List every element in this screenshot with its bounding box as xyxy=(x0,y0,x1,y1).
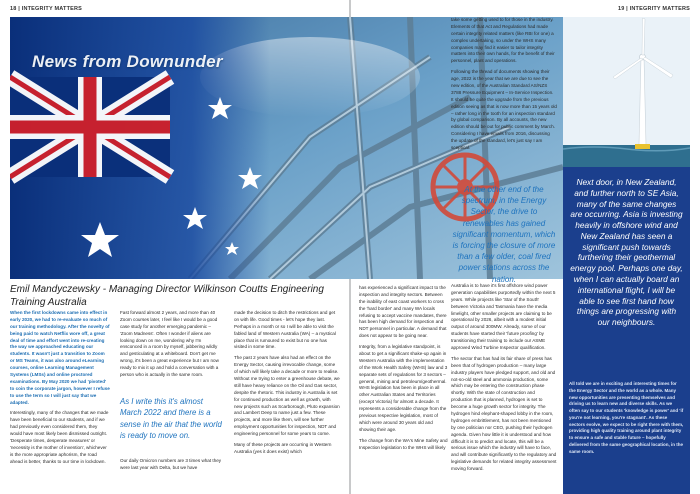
left-column-1 xyxy=(10,310,110,490)
left-column-2-continued xyxy=(120,458,224,490)
body-paragraph: The past 2 years have also had an effect on the Energy Sector, causing irrevocable change, some of which will likely take a decade or more to realise. Without me trying to enter a greenhouse debate, we still have heavy reliance on the Oil and Gas sector, despite the rhetoric. This industry in Australia is set for continued production as well as growth, with new projects such as Scarborough, Pluto expansion and Lambert Deep to name just a few. These projects, and more like them, will see further employment opportunities for inspection, NDT and engineering personnel for some years to come. xyxy=(234,355,340,437)
pull-quote-left: As I write this it's almost March 2022 and there is a sense in the air that the world is ready to move on. xyxy=(120,397,222,440)
left-column-3 xyxy=(234,310,340,490)
right-column-1 xyxy=(359,285,449,490)
left-folio: 18 | INTEGRITY MATTERS xyxy=(10,6,83,12)
body-paragraph: The sector that has had its fair share of press has been that of hydrogen production – many large industry players have pledged support, and old and not-so-old steel and ammonia production, some which may be entering the construction phase shortly. With the state of construction and production that is planned, hydrogen is set to become a huge growth sector for integrity. The hydrogen hind elephant-shaped lobby in the room, hydrogen embrittlement, has not been mentioned by one politician nor CEO, pushing their hydrogen agenda. Given how little it is understood and how difficult it is to predict and locate, this will be a serious issue which the industry will have to face, and will contribute significantly to the regulatory and legislative demands for related integrity assessment moving forward. xyxy=(451,355,557,472)
body-paragraph: Our daily Omicron numbers are 3 times what they were last year with Delta, but we have xyxy=(120,458,222,470)
body-paragraph: Many of these projects are occurring in Western Australia (yes it does exist) which xyxy=(234,442,332,454)
right-column-2-bottom xyxy=(451,283,557,490)
body-paragraph: Following the thread of documents showing their age, 2022 is the year that we are due to see the new edition, of the Australian Standard AS/NZS 3788 Pressure Equipment – In-Service Inspection. It should be quite the upgrade from the previous edition seeing as that is now more than 15 years old – rather long in the tooth for an inspection standard by global comparison. By all accounts, the new edition should be out for public comment by March. Considering I have emails from 2016, discussing the update of the standard, let's just say I am sceptical. xyxy=(451,69,557,151)
body-paragraph: take some getting used to for those in the industry. Elements of that Act and Regulations had made certain integrity related matters (like RBI for one) a complex undertaking, so under the WHS many companies may find it easier to tailor integrity matters into their own hands, for the benefit of their personnel, plant and operations. xyxy=(451,17,555,64)
sidebar-quote: Next door, in New Zealand, and further north to SE Asia, many of the same changes are occurring. Asia is investing heavily in offshore wind and New Zealand has seen a significant push towards furthering their geothermal energy pool. Perhaps one day, when I can actually board an international flight, I will be able to see first hand how things are progressing with our neighbours. xyxy=(570,177,683,328)
body-paragraph: The change from the WA's Mine Safety and Inspection legislation to the WHS will likely xyxy=(359,437,448,450)
right-folio: 19 | INTEGRITY MATTERS xyxy=(617,6,690,12)
union-jack xyxy=(10,77,170,177)
hero-title: News from Downunder xyxy=(32,52,223,71)
lead-paragraph: When the first lockdowns came into effect in early 2020, we had to re-evaluate so much of our training methodology. After the novelty of being paid to watch Netflix wore off, a great deal of time and effort went into re-creating the way we approached educating our students. It wasn't just a transition to Zoom or MS Teams, it was also around eLearning courses, online Learning Management Systems (LMSs) and online proctored examinations. By May 2020 we had 'pivoted' to coin the corporate jargon, however I refuse to use the term so I will just say that we adapted. xyxy=(10,310,110,405)
body-paragraph: has experienced a significant impact to the inspection and integrity sectors. Between the inability of east coast workers to cross the 'hard border' and many WA locals refusing to accept vaccine mandates, there has been high demand for inspection and NDT personnel in particular. A demand that does not appear to be going near. xyxy=(359,285,447,339)
body-paragraph: Fast forward almost 2 years, and more than 40 Zoom courses later, I feel like I would be a good case study for another emerging pandemic – 'Zoom Madness'. Often I wonder if aliens are looking down on me, wondering why I'm ensconced in a room by myself, jabbering wildly and gesticulating at a whiteboard. Don't get me wrong, it's been a great experience but I am now ready to mix it up and hold a conversation with a person who is actually in the same room. xyxy=(120,310,219,378)
pull-quote-right: At the other end of the spectrum, in the Energy Sector, the drive to renewables has gained significant momentum, which is forcing the closure of more than a few older, coal fired power stations across the nation. xyxy=(452,185,556,284)
right-column-2-top xyxy=(451,17,557,179)
body-paragraph: Integrity, from a legislative standpoint, is about to get a significant shake-up again in Western Australia with the implementation of the Work Health Safety (WHS) law and 3 separate sets of regulations for 3 sectors – general, mining and petroleum/geothermal. WHS legislation has been in place in all other Australian States and Territories (except Victoria) for almost a decade. It represents a considerable change from the previous respective legislation, most of which were around 30 years old and showing their age. xyxy=(359,344,448,432)
body-paragraph: made the decision to ditch the restrictions and get on with life. Good times - let's hope they last. Perhaps in a month or so I will be able to visit the fabled land of Western Australia (WA) – a mystical place that is rumoured to exist but no one has visited in some time. xyxy=(234,310,336,350)
sidebar-text: All told we are in exciting and interesting times for the Energy Sector and the world as a whole. Many new opportunities are presenting themselves and driving us to learn new and diverse skills. As we often say to our students 'knowledge is power' and 'if you're not learning, you're stagnant'. As these sectors evolve, we expect to be right there with them, providing high quality training around plant integrity to ensure a safe and stable future – hopefully delivered from the same geographical location, in the same room. xyxy=(569,381,684,454)
byline: Emil Mandyczewsky - Managing Director Wilkinson Coutts Engineering Training Australia xyxy=(10,284,324,308)
body-paragraph: Interestingly, many of the changes that we made have been beneficial to our students, and if we had previously even considered them, they would have most likely been dismissed outright. 'Desperate times, desperate measures' or 'necessity is the mother of invention', whichever is the more appropriate aphorism, the road ahead is better, thanks to our time in lockdown. xyxy=(10,410,109,464)
wind-turbine-photo xyxy=(563,17,690,167)
wind-turbine-icon xyxy=(563,17,690,167)
body-paragraph: Australia is to have it's first offshore wind power generation capabilities purportedly within the next 5 years. While projects like 'Star of the South' between Victoria and Tasmania have the media limelight, other smaller projects are claiming to be operational by 2026, albeit with a modest initial output of around 300MW. Already, some of our students have started their 'future proofing' by transitioning their training to include our ASME approved Wind Turbine Inspector qualification. xyxy=(451,283,556,351)
